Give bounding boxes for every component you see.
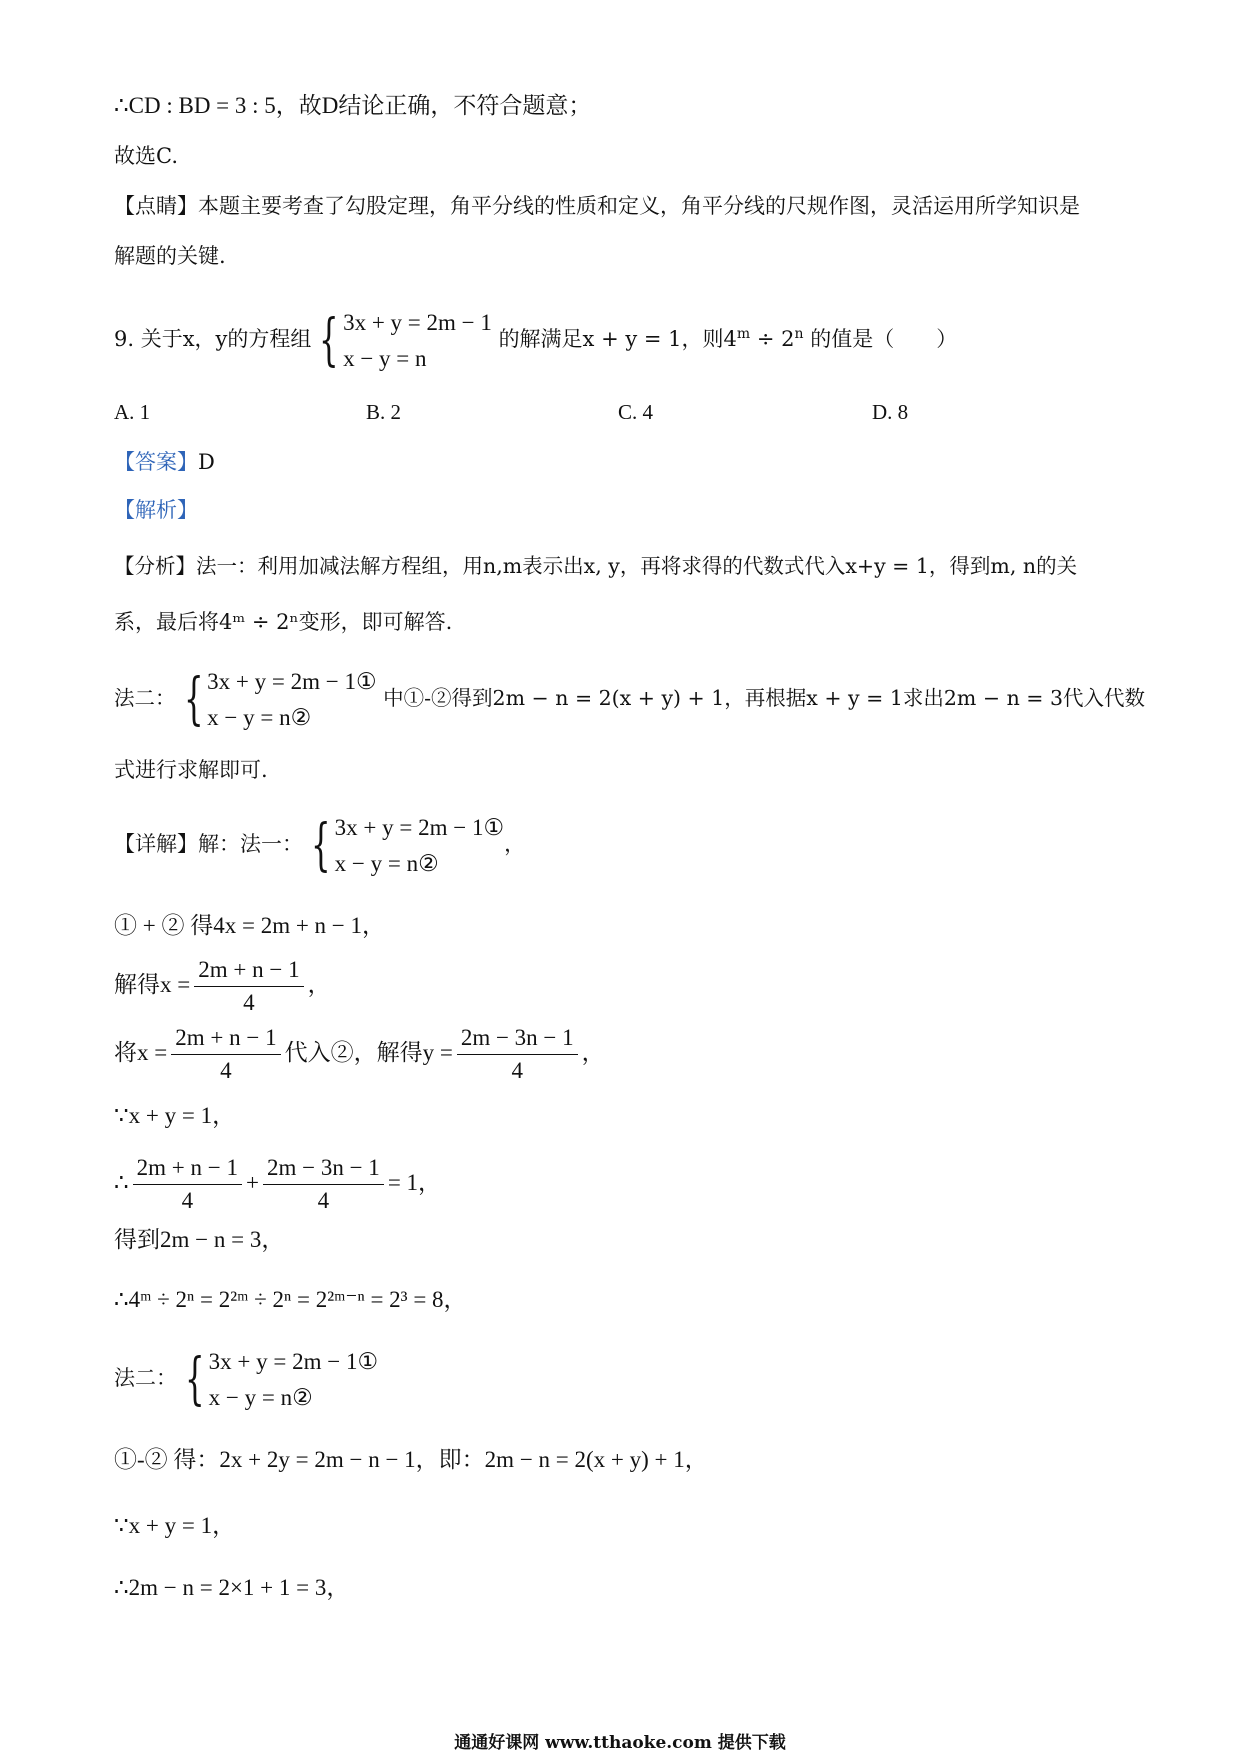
brace-icon: { (185, 1346, 205, 1412)
fraction-num: 2m + n − 1 (133, 1153, 242, 1185)
fraction-2 (263, 1153, 384, 1216)
method2-line (114, 662, 1145, 736)
step3-comma: ， (581, 1040, 605, 1065)
fraction-x (194, 955, 303, 1018)
q9-exp-m: m (736, 326, 751, 342)
detail-prefix: 【详解】解：法一： (114, 832, 303, 856)
detail-eq1: 3x + y = 2m − 1① (334, 814, 505, 840)
analysis-line-1: 【分析】法一：利用加减法解方程组，用n,m表示出x, y，再将求得的代数式代入x+y = 1，得到m, n的关 (114, 554, 1078, 578)
option-b: B. 2 (366, 400, 402, 424)
question-9 (114, 298, 957, 377)
fraction-y (457, 1023, 578, 1086)
fraction-num: 2m − 3n − 1 (457, 1023, 578, 1055)
step5-prefix: ∴ (114, 1170, 129, 1195)
answer-value: D (198, 450, 215, 474)
step-6: 得到2m − n = 3， (114, 1227, 285, 1252)
step2-comma: ， (307, 972, 331, 997)
step-5 (114, 1150, 441, 1216)
method2-system (207, 664, 376, 736)
method2-eq1: 3x + y = 2m − 1① (207, 668, 377, 694)
fraction-den: 4 (243, 990, 255, 1016)
brace-icon: { (311, 812, 331, 878)
line-comment-2: 解题的关键. (114, 244, 226, 268)
detail-system (335, 810, 504, 882)
method2-end: 式进行求解即可. (114, 758, 268, 782)
q9-condition: 的解满足x + y = 1，则4 (498, 327, 737, 351)
step-7: ∴4ᵐ ÷ 2ⁿ = 2²ᵐ ÷ 2ⁿ = 2²ᵐ⁻ⁿ = 2³ = 8， (114, 1287, 467, 1312)
fraction-den: 4 (511, 1058, 523, 1084)
fraction-num: 2m + n − 1 (171, 1023, 280, 1055)
method2-text: 中①-②得到2m − n = 2(x + y) + 1，再根据x + y = 1求出2m − n = 3代入代数 (383, 686, 1146, 710)
fraction-x (171, 1023, 280, 1086)
step3-middle: 代入②，解得y = (284, 1040, 453, 1065)
step2-prefix: 解得x = (114, 972, 191, 997)
analysis-tag: 【解析】 (114, 498, 198, 522)
step3-prefix: 将x = (114, 1040, 168, 1065)
option-c: C. 4 (618, 400, 654, 424)
footer-watermark: 通通好课网 www.tthaoke.com 提供下载 (454, 1733, 786, 1753)
q9-eq2: x − y = n (343, 345, 427, 371)
line-cd-bd: ∴CD : BD = 3 : 5，故D结论正确，不符合题意； (114, 93, 592, 118)
method2-step-2: ∵x + y = 1， (114, 1513, 236, 1538)
fraction-1 (133, 1153, 242, 1216)
detail-eq2: x − y = n② (334, 850, 439, 876)
step5-plus: + (245, 1170, 259, 1195)
q9-exp-n: n (794, 326, 804, 342)
analysis-line-2: 系，最后将4ᵐ ÷ 2ⁿ变形，即可解答. (114, 610, 453, 634)
fraction-num: 2m + n − 1 (194, 955, 303, 987)
brace-icon: { (319, 307, 340, 373)
step-1: ① + ② 得4x = 2m + n − 1， (114, 913, 386, 938)
q9-suffix: 的值是（ ） (803, 327, 958, 351)
method2-detail-system (209, 1344, 378, 1416)
method2-detail-eq1: 3x + y = 2m − 1① (208, 1348, 379, 1374)
fraction-den: 4 (220, 1058, 232, 1084)
method2-eq2: x − y = n② (207, 704, 312, 730)
detail-line (114, 808, 525, 882)
fraction-num: 2m − 3n − 1 (263, 1153, 384, 1185)
q9-system (343, 305, 492, 377)
step-3 (114, 1020, 605, 1086)
brace-icon: { (183, 666, 204, 732)
method2-detail (114, 1342, 378, 1416)
fraction-den: 4 (181, 1188, 194, 1214)
q9-eq1: 3x + y = 2m − 1 (343, 309, 492, 335)
q9-div: ÷ 2 (750, 327, 795, 351)
step-4: ∵x + y = 1， (114, 1103, 236, 1128)
option-d: D. 8 (872, 400, 909, 424)
line-comment-1: 【点睛】本题主要考查了勾股定理，角平分线的性质和定义，角平分线的尺规作图，灵活运用所学知识是 (114, 194, 1080, 218)
method2-detail-prefix: 法二： (114, 1366, 177, 1390)
option-a: A. 1 (114, 400, 151, 424)
detail-comma: ， (504, 832, 526, 856)
fraction-den: 4 (317, 1188, 330, 1214)
method2-detail-eq2: x − y = n② (208, 1384, 313, 1410)
method2-step-3: ∴2m − n = 2×1 + 1 = 3， (114, 1575, 350, 1600)
answer-line (114, 448, 215, 476)
step5-result: = 1， (387, 1170, 442, 1195)
method2-step-1: ①-② 得：2x + 2y = 2m − n − 1，即：2m − n = 2(x + y) + 1， (114, 1447, 708, 1472)
step-2 (114, 952, 331, 1018)
answer-tag: 【答案】 (114, 450, 198, 474)
q9-prefix: 9. 关于x，y的方程组 (114, 327, 312, 351)
method2-prefix: 法二： (114, 686, 176, 710)
line-choose-c: 故选C. (114, 144, 178, 168)
